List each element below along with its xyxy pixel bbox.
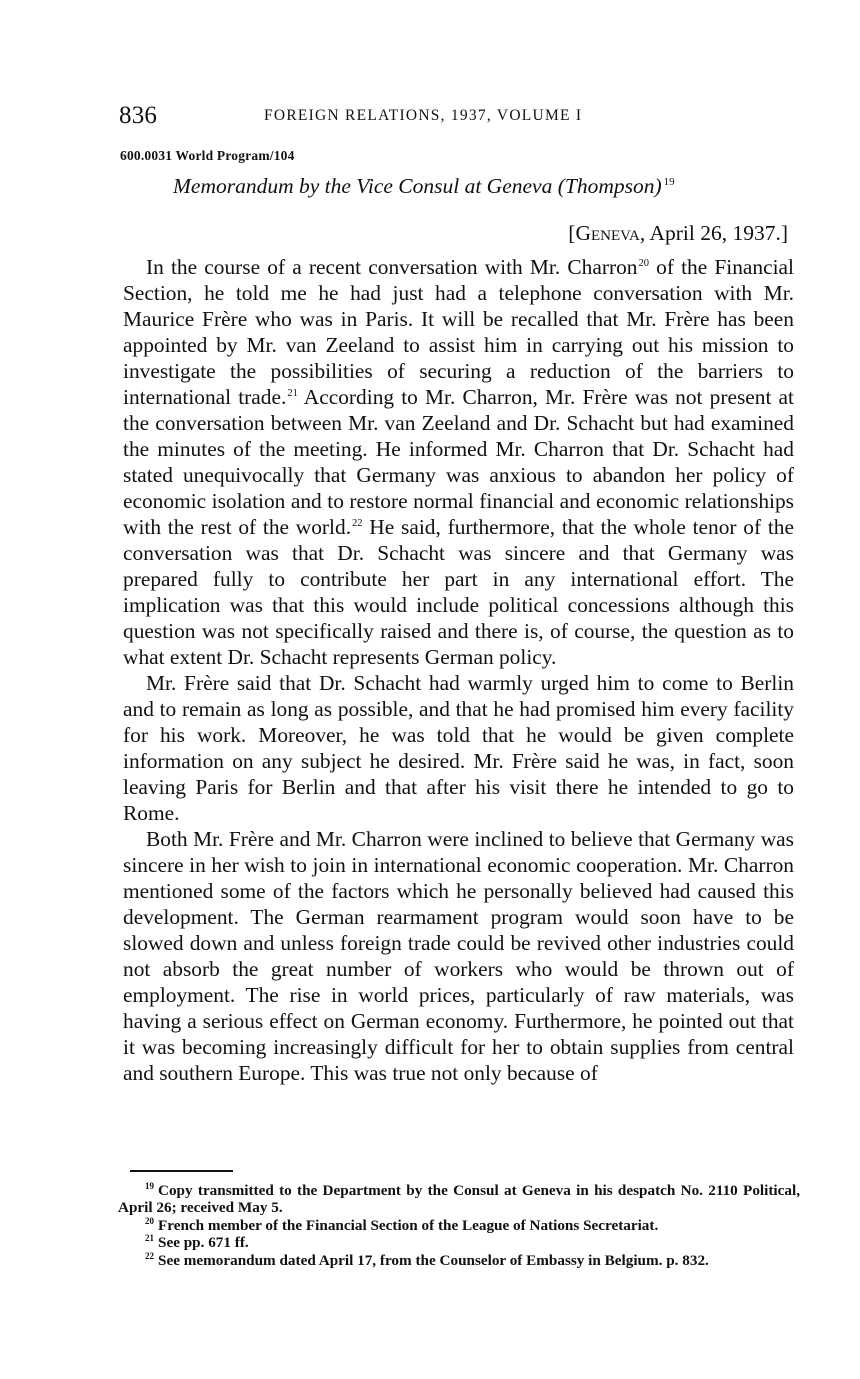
document-title [173, 171, 675, 201]
footnote [118, 1234, 800, 1251]
file-number: 600.0031 World Program/104 [120, 148, 295, 163]
footnote [118, 1252, 800, 1269]
paragraph: Mr. Frère said that Dr. Schacht had warmly urged him to come to Berlin and to remain as long as possible, and that he had promised him every facility for his work. Moreover, he was told that he would be given complete information on any subject he desired. Mr. Frère said he was, in fact, soon leaving Paris for Berlin and that after his visit there he intended to go to Rome. [123, 671, 794, 825]
dateline-open: [ [568, 221, 576, 245]
footnote-reference: 22 [352, 517, 363, 529]
footnote-reference: 20 [638, 257, 649, 269]
paragraph-text: According to Mr. Charron, Mr. Frère was not present at the conversation between Mr. van Zeeland and Dr. Schacht but had examined the minutes of the meeting. He informed Mr. Charron that Dr. Schacht had stated unequivocally that Germany was anxious to abandon her policy of economic isolation and to restore normal financial and economic relationships with the rest of the world. [123, 385, 794, 539]
footnote-text: See pp. 671 ff. [158, 1234, 249, 1252]
page-number: 836 [119, 102, 158, 129]
footnotes [118, 1182, 800, 1269]
paragraph-text: In the course of a recent conversation with Mr. Charron [146, 255, 638, 279]
footnote-number: 22 [145, 1250, 154, 1261]
paragraph-text: of the Financial Section, he told me he had just had a telephone conversation with Mr. Maurice Frère who was in Paris. It will be recalled that Mr. Frère has been appointed by Mr. van Zeeland to assist him in carrying out his mission to investigate the possibilities of securing a reduction of the barriers to international trade. [123, 255, 794, 409]
running-head [119, 100, 799, 132]
paragraph: Both Mr. Frère and Mr. Charron were inclined to believe that Germany was sincere in her wish to join in international economic cooperation. Mr. Charron mentioned some of the factors which he personally believed had caused this development. The German rearmament program would soon have to be slowed down and unless foreign trade could be revived other industries could not absorb the great number of workers who would be thrown out of employment. The rise in world prices, particularly of raw materials, was having a serious effect on German economy. Furthermore, he pointed out that it was becoming increasingly difficult for her to obtain supplies from central and southern Europe. This was true not only because of [123, 827, 794, 1085]
footnote [118, 1182, 800, 1217]
footnote-text: See memorandum dated April 17, from the Counselor of Embassy in Belgium. p. 832. [158, 1251, 709, 1269]
footnote-text: French member of the Financial Section of the League of Nations Secretariat. [158, 1216, 659, 1234]
footnote-number: 19 [145, 1180, 154, 1191]
footnote-number: 20 [145, 1215, 154, 1226]
footnote-text: Copy transmitted to the Department by the Consul at Geneva in his despatch No. 2110 Political, April 26; received May 5. [118, 1182, 800, 1217]
dateline-date: , April 26, 1937.] [639, 221, 788, 245]
paragraph-text: He said, furthermore, that the whole tenor of the conversation was that Dr. Schacht was sincere and that Germany was prepared fully to contribute her part in any international effort. The implication was that this would include political concessions although this question was not specifically raised and there is, of course, the question as to what extent Dr. Schacht represents German policy. [123, 515, 794, 669]
footnote-reference: 19 [663, 175, 675, 188]
running-title: FOREIGN RELATIONS, 1937, VOLUME I [264, 107, 583, 124]
footnote [118, 1217, 800, 1234]
footnote-rule [130, 1170, 233, 1172]
paragraph [123, 254, 794, 670]
dateline-place: Geneva [575, 221, 640, 245]
body-text [123, 254, 794, 1086]
footnote-number: 21 [145, 1233, 154, 1244]
dateline [568, 218, 788, 248]
footnote-reference: 21 [287, 387, 298, 399]
document-title-text: Memorandum by the Vice Consul at Geneva (Thompson) [173, 174, 662, 198]
